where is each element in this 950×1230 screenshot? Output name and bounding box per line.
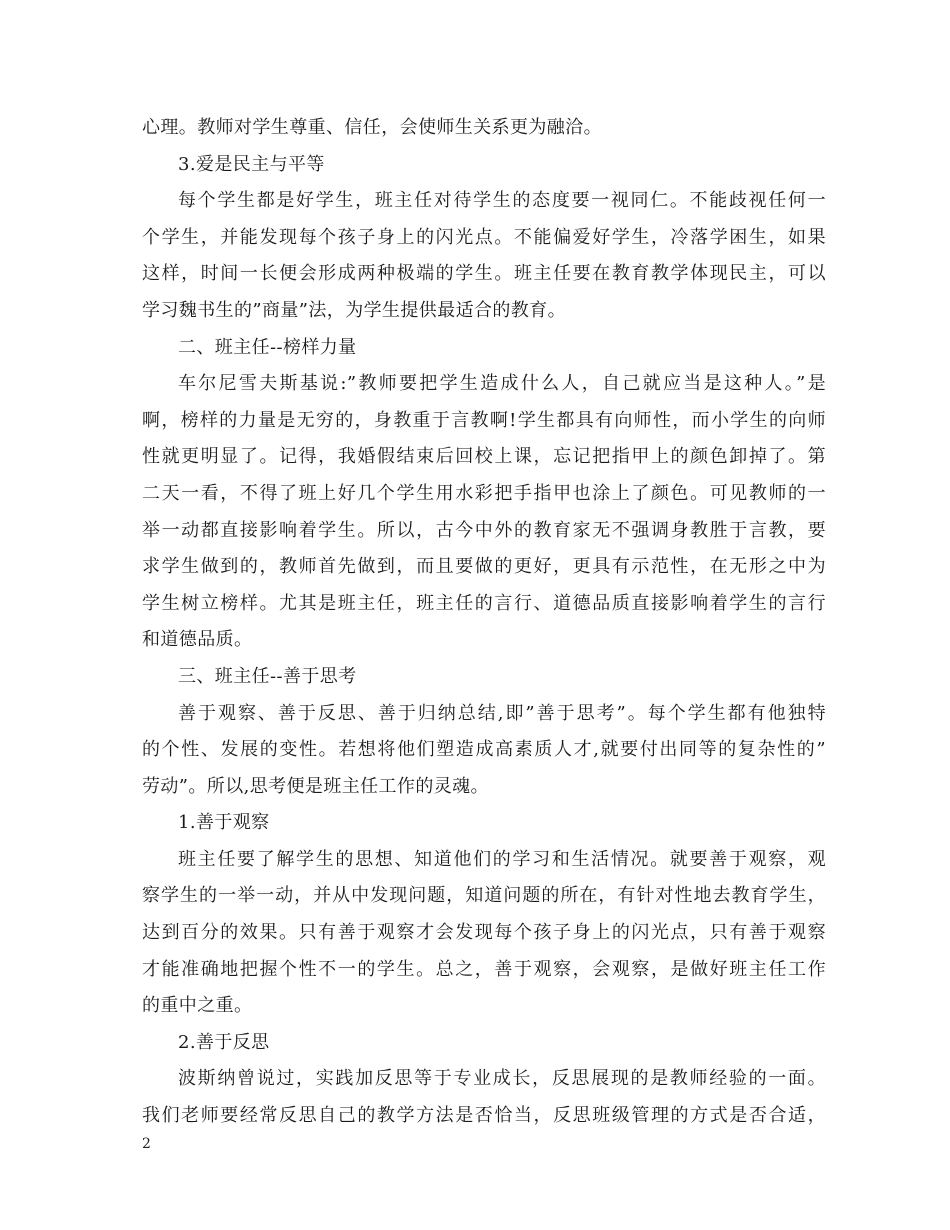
text-line: 啊，榜样的力量是无穷的，身教重于言教啊!学生都具有向师性，而小学生的向师 bbox=[142, 409, 826, 431]
text-line: 举一动都直接影响着学生。所以，古今中外的教育家无不强调身教胜于言教，要 bbox=[142, 519, 826, 541]
text-line: 二、班主任--榜样力量 bbox=[178, 336, 357, 358]
text-line: 劳动”。所以,思考便是班主任工作的灵魂。 bbox=[142, 775, 489, 797]
text-line: 这样，时间一长便会形成两种极端的学生。班主任要在教育教学体现民主，可以 bbox=[142, 263, 826, 285]
text-line: 心理。教师对学生尊重、信任，会使师生关系更为融洽。 bbox=[142, 117, 602, 138]
body-text bbox=[142, 110, 826, 1135]
text-line: 三、班主任--善于思考 bbox=[178, 665, 357, 687]
text-line: 察学生的一举一动，并从中发现问题，知道问题的所在，有针对性地去教育学生， bbox=[142, 885, 826, 907]
text-line: 的重中之重。 bbox=[142, 995, 253, 1017]
text-line: 才能准确地把握个性不一的学生。总之，善于观察，会观察，是做好班主任工作 bbox=[142, 958, 826, 980]
page-number: 2 bbox=[142, 1136, 151, 1152]
text-line: 学习魏书生的”商量”法，为学生提供最适合的教育。 bbox=[142, 299, 567, 321]
text-line: 车尔尼雪夫斯基说:”教师要把学生造成什么人，自己就应当是这种人。”是 bbox=[178, 373, 826, 395]
text-line: 的个性、发展的变性。若想将他们塑造成高素质人才,就要付出同等的复杂性的” bbox=[142, 739, 826, 761]
text-line: 和道德品质。 bbox=[142, 629, 253, 651]
text-line: 个学生，并能发现每个孩子身上的闪光点。不能偏爱好学生，冷落学困生，如果 bbox=[142, 226, 826, 248]
text-line: 二天一看，不得了班上好几个学生用水彩把手指甲也涂上了颜色。可见教师的一 bbox=[142, 482, 826, 504]
text-line: 达到百分的效果。只有善于观察才会发现每个孩子身上的闪光点，只有善于观察 bbox=[142, 922, 826, 944]
text-line: 求学生做到的，教师首先做到，而且要做的更好，更具有示范性，在无形之中为 bbox=[142, 556, 826, 578]
text-line: 学生树立榜样。尤其是班主任，班主任的言行、道德品质直接影响着学生的言行 bbox=[142, 592, 826, 614]
text-line: 1.善于观察 bbox=[178, 812, 270, 834]
text-line: 性就更明显了。记得，我婚假结束后回校上课，忘记把指甲上的颜色卸掉了。第 bbox=[142, 446, 826, 468]
text-line: 善于观察、善于反思、善于归纳总结,即”善于思考”。每个学生都有他独特 bbox=[178, 702, 826, 724]
text-line: 我们老师要经常反思自己的教学方法是否恰当，反思班级管理的方式是否合适， bbox=[142, 1105, 826, 1127]
text-line: 3.爱是民主与平等 bbox=[178, 153, 325, 175]
text-line: 2.善于反思 bbox=[178, 1031, 270, 1053]
text-line: 每个学生都是好学生，班主任对待学生的态度要一视同仁。不能歧视任何一 bbox=[178, 190, 826, 212]
text-line: 波斯纳曾说过，实践加反思等于专业成长，反思展现的是教师经验的一面。 bbox=[178, 1068, 826, 1090]
text-line: 班主任要了解学生的思想、知道他们的学习和生活情况。就要善于观察，观 bbox=[178, 848, 826, 870]
